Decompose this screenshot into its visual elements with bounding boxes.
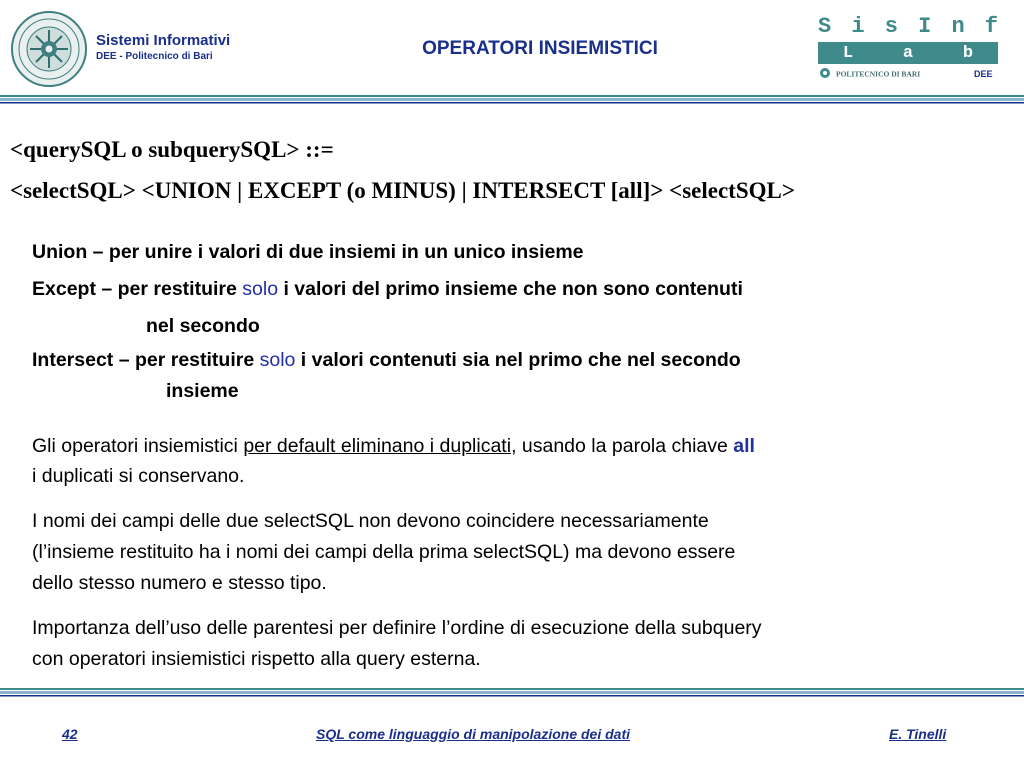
paragraph-fields-line-3: dello stesso numero e stesso tipo. [32,572,327,594]
brand-title: Sistemi Informativi [96,32,231,49]
footer-author: E. Tinelli [889,726,947,742]
intersect-text: Intersect – per restituire [32,349,260,371]
except-continuation: nel secondo [146,315,260,337]
page-number: 42 [62,726,78,742]
lab-institution: POLITECNICO DI BARI [836,69,921,79]
lab-letter: f [984,14,998,39]
union-definition: Union – per unire i valori di due insiemi in un unico insieme [32,241,584,263]
footer-course-title: SQL come linguaggio di manipolazione dei dati [316,726,630,742]
lab-letter: i [851,14,865,39]
all-keyword: all [733,435,755,457]
lab-letter: n [951,14,965,39]
brand-subtitle: DEE - Politecnico di Bari [96,51,213,62]
lab-letter: S [818,14,832,39]
lab-logo-bar [818,42,998,64]
intersect-definition [32,349,741,372]
paragraph-parentheses-line-1: Importanza dell’uso delle parentesi per definire l’ordine di esecuzione della subquery [32,617,762,639]
slide-body [0,104,1024,688]
slide-title: OPERATORI INSIEMISTICI [422,38,658,59]
underlined-text: per default eliminano i duplicati [243,435,512,457]
paragraph-duplicates [32,435,755,458]
lab-institution-line [818,66,998,80]
header-divider [0,95,1024,104]
syntax-line-1: <querySQL o subquerySQL> ::= [10,137,334,162]
paragraph-fields-line-2: (l’insieme restituito ha i nomi dei campi della prima selectSQL) ma devono essere [32,541,736,563]
except-definition [32,278,743,301]
lab-letter: I [918,14,932,39]
lab-letter: L [842,43,854,63]
paragraph-parentheses-line-2: con operatori insiemistici rispetto alla query esterna. [32,648,481,670]
solo-keyword: solo [259,349,296,371]
lab-letter: a [902,43,914,63]
syntax-line-2: <selectSQL> <UNION | EXCEPT (o MINUS) | INTERSECT [all]> <selectSQL> [10,178,795,203]
paragraph-text: , usando la parola chiave [511,435,734,457]
lab-letter: s [884,14,898,39]
except-text: Except – per restituire [32,278,243,300]
paragraph-text: Gli operatori insiemistici [32,435,244,457]
footer-divider [0,688,1024,697]
lab-dept: DEE [974,69,993,79]
lab-logo-top [818,14,998,38]
lab-letter: b [962,43,974,63]
university-seal-icon [10,10,88,88]
paragraph-fields-line-1: I nomi dei campi delle due selectSQL non devono coincidere necessariamente [32,510,709,532]
intersect-text: i valori contenuti sia nel primo che nel secondo [295,349,741,371]
solo-keyword: solo [242,278,279,300]
paragraph-duplicates-line-2: i duplicati si conservano. [32,465,245,487]
except-text: i valori del primo insieme che non sono contenuti [278,278,743,300]
intersect-continuation: insieme [166,380,239,402]
header [0,0,1024,96]
